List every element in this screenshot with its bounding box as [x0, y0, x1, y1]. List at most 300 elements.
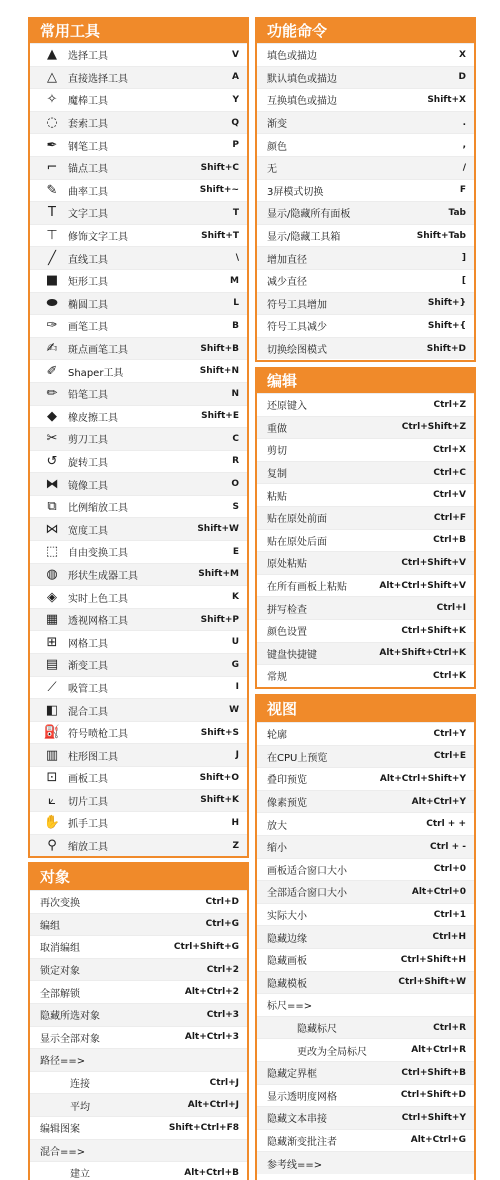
objects-row — [30, 935, 247, 958]
view-row-label: 在CPU上预览 — [267, 752, 328, 764]
edit-row-label: 重做 — [267, 423, 287, 435]
functions-row — [257, 224, 474, 247]
functions-row — [257, 337, 474, 360]
view-row-shortcut: Ctrl+E — [433, 751, 466, 762]
tools-tool-icon: ╱ — [48, 250, 56, 266]
functions-row-shortcut: D — [458, 72, 466, 83]
tools-row — [30, 834, 247, 857]
view-row-label: 画板适合窗口大小 — [267, 865, 347, 877]
functions-row-shortcut: / — [462, 162, 466, 173]
view-row-label: 像素预览 — [267, 798, 307, 810]
tools-tool-icon: ⊤ — [46, 228, 58, 244]
tools-row-label: 钢笔工具 — [68, 141, 108, 153]
tools-row-shortcut: M — [230, 275, 239, 286]
view-row-shortcut: Ctrl+Shift+Y — [401, 1112, 466, 1123]
tools-row — [30, 721, 247, 744]
tools-row-label: 透视网格工具 — [68, 616, 128, 628]
tools-tool-icon: ✍ — [46, 341, 58, 357]
tools-row — [30, 179, 247, 202]
functions-row — [257, 156, 474, 179]
edit-row — [257, 506, 474, 529]
objects-row — [30, 1161, 247, 1180]
tools-row-shortcut: O — [231, 479, 239, 490]
functions-row — [257, 88, 474, 111]
tools-row-label: 斑点画笔工具 — [68, 345, 128, 357]
edit-row-label: 原处粘贴 — [267, 559, 307, 571]
functions-panel-title: 功能命令 — [257, 19, 474, 43]
functions-row-shortcut: Shift+D — [426, 343, 466, 354]
edit-row-label: 颜色设置 — [267, 627, 307, 639]
edit-row-label: 剪切 — [267, 446, 287, 458]
tools-row-label: Shaper工具 — [68, 367, 124, 379]
view-row-shortcut: Alt+Ctrl+R — [411, 1045, 466, 1056]
tools-tool-icon: ⬬ — [46, 295, 58, 311]
tools-row — [30, 111, 247, 134]
tools-row — [30, 472, 247, 495]
view-row — [257, 880, 474, 903]
functions-row — [257, 43, 474, 66]
tools-row-shortcut: P — [232, 140, 239, 151]
tools-row — [30, 382, 247, 405]
tools-row-label: 渐变工具 — [68, 661, 108, 673]
tools-tool-icon: ⟀ — [48, 792, 56, 808]
edit-row-shortcut: Ctrl+I — [436, 603, 466, 614]
functions-row-shortcut: Shift+{ — [427, 320, 466, 331]
tools-row-label: 形状生成器工具 — [68, 570, 138, 582]
functions-row-label: 无 — [267, 164, 277, 176]
view-list — [257, 722, 474, 1174]
objects-row-label: 平均 — [70, 1101, 90, 1113]
view-row — [257, 1061, 474, 1084]
functions-row-label: 默认填色或描边 — [267, 73, 337, 85]
objects-row-shortcut: Shift+Ctrl+F8 — [168, 1122, 239, 1133]
view-row — [257, 1016, 474, 1039]
objects-row-shortcut: Ctrl+2 — [206, 964, 239, 975]
tools-row-shortcut: I — [235, 682, 239, 693]
tools-row-shortcut: T — [232, 207, 239, 218]
view-row-label: 参考线==> — [267, 1159, 323, 1171]
tools-tool-icon: ◧ — [45, 702, 59, 718]
tools-row-label: 魔棒工具 — [68, 96, 108, 108]
tools-tool-icon: ✐ — [46, 363, 58, 379]
tools-row-shortcut: W — [229, 705, 239, 716]
tools-row-label: 旋转工具 — [68, 457, 108, 469]
tools-row — [30, 630, 247, 653]
tools-row — [30, 246, 247, 269]
view-row-label: 放大 — [267, 820, 287, 832]
functions-row — [257, 66, 474, 89]
functions-row-shortcut: , — [462, 140, 466, 151]
view-panel — [255, 694, 476, 1180]
tools-row-label: 橡皮擦工具 — [68, 412, 118, 424]
tools-row — [30, 698, 247, 721]
view-row-label: 缩小 — [267, 843, 287, 855]
tools-row-label: 自由变换工具 — [68, 548, 128, 560]
tools-row-shortcut: Shift+T — [201, 230, 239, 241]
tools-row-label: 锚点工具 — [68, 164, 108, 176]
tools-tool-icon: ⌐ — [46, 160, 58, 176]
view-row-shortcut: Ctrl+R — [433, 1022, 466, 1033]
view-row-shortcut: Ctrl+0 — [433, 864, 466, 875]
objects-panel — [28, 862, 249, 1180]
objects-row — [30, 913, 247, 936]
view-row-shortcut: Ctrl+1 — [433, 909, 466, 920]
tools-row-label: 网格工具 — [68, 638, 108, 650]
functions-list — [257, 43, 474, 359]
functions-row — [257, 201, 474, 224]
edit-panel — [255, 367, 476, 689]
tools-row-label: 宽度工具 — [68, 525, 108, 537]
view-row-label: 隐藏定界框 — [267, 1069, 317, 1081]
tools-row — [30, 789, 247, 812]
view-row-shortcut: Ctrl+Y — [433, 728, 466, 739]
view-row-label: 全部适合窗口大小 — [267, 888, 347, 900]
edit-row-label: 贴在原处后面 — [267, 536, 327, 548]
tools-row — [30, 201, 247, 224]
edit-row-label: 在所有画板上粘贴 — [267, 582, 347, 594]
edit-row-shortcut: Ctrl+B — [433, 535, 466, 546]
tools-row-label: 直线工具 — [68, 254, 108, 266]
objects-panel-title: 对象 — [30, 864, 247, 890]
tools-row-shortcut: K — [232, 592, 239, 603]
edit-row-shortcut: Ctrl+F — [433, 512, 466, 523]
view-row-shortcut: Ctrl+Shift+B — [401, 1067, 466, 1078]
view-row-shortcut: Ctrl+Shift+D — [400, 1090, 466, 1101]
tools-tool-icon: ✏ — [46, 386, 58, 402]
view-row-label: 显示透明度网格 — [267, 1091, 337, 1103]
tools-list — [30, 43, 247, 856]
tools-tool-icon: ◈ — [47, 589, 57, 605]
view-row — [257, 1151, 474, 1174]
functions-panel — [255, 17, 476, 362]
tools-row-shortcut: Shift+M — [198, 569, 239, 580]
edit-row-label: 复制 — [267, 469, 287, 481]
objects-row — [30, 1093, 247, 1116]
tools-row-shortcut: U — [231, 637, 239, 648]
tools-row-shortcut: Q — [231, 117, 239, 128]
tools-row — [30, 517, 247, 540]
view-row — [257, 745, 474, 768]
tools-row-shortcut: Shift+N — [199, 366, 239, 377]
tools-tool-icon: ✋ — [43, 815, 61, 831]
tools-row — [30, 405, 247, 428]
objects-row — [30, 1003, 247, 1026]
tools-row-shortcut: Z — [232, 840, 239, 851]
tools-tool-icon: ◌ — [46, 115, 58, 131]
view-row — [257, 858, 474, 881]
tools-tool-icon: ⧓ — [45, 476, 59, 492]
view-row — [257, 903, 474, 926]
tools-tool-icon: ✑ — [46, 318, 58, 334]
tools-row-label: 曲率工具 — [68, 186, 108, 198]
objects-row-label: 编组 — [40, 920, 60, 932]
tools-row — [30, 133, 247, 156]
view-row-label: 实际大小 — [267, 911, 307, 923]
edit-row — [257, 596, 474, 619]
functions-row-label: 切换绘图模式 — [267, 345, 327, 357]
tools-tool-icon: ⋈ — [45, 521, 59, 537]
view-row-shortcut: Alt+Ctrl+G — [410, 1135, 466, 1146]
view-row-shortcut: Ctrl+H — [432, 932, 466, 943]
tools-tool-icon: ⧉ — [47, 499, 57, 515]
tools-row — [30, 608, 247, 631]
view-row-label: 标尺==> — [267, 1001, 313, 1013]
edit-row — [257, 483, 474, 506]
tools-row-shortcut: G — [231, 659, 239, 670]
tools-tool-icon: ◆ — [47, 408, 57, 424]
edit-row-shortcut: Ctrl+Shift+V — [401, 557, 466, 568]
objects-row-shortcut: Alt+Ctrl+3 — [184, 1032, 239, 1043]
tools-row-shortcut: R — [232, 456, 239, 467]
objects-row — [30, 890, 247, 913]
tools-row — [30, 450, 247, 473]
functions-row — [257, 133, 474, 156]
tools-row-label: 混合工具 — [68, 706, 108, 718]
tools-row-shortcut: H — [231, 817, 239, 828]
functions-row — [257, 292, 474, 315]
tools-tool-icon: ▦ — [45, 612, 59, 628]
tools-tool-icon: ■ — [45, 273, 59, 289]
tools-row-label: 矩形工具 — [68, 277, 108, 289]
functions-row-shortcut: Shift+X — [427, 94, 466, 105]
objects-row-shortcut: Alt+Ctrl+B — [184, 1167, 239, 1178]
tools-row — [30, 88, 247, 111]
tools-tool-icon: ▲ — [47, 47, 57, 63]
tools-tool-icon: ▥ — [45, 747, 59, 763]
edit-row-shortcut: Ctrl+V — [433, 490, 466, 501]
edit-row-label: 拼写检查 — [267, 604, 307, 616]
tools-row-shortcut: N — [231, 388, 239, 399]
view-row-label: 叠印预览 — [267, 775, 307, 787]
functions-row — [257, 314, 474, 337]
view-row — [257, 790, 474, 813]
tools-row-shortcut: Shift+~ — [199, 185, 239, 196]
functions-row — [257, 246, 474, 269]
view-row-shortcut: Ctrl+Shift+H — [400, 954, 466, 965]
tools-tool-icon: ⊞ — [46, 634, 58, 650]
tools-row-shortcut: Shift+K — [200, 795, 239, 806]
objects-row-label: 锁定对象 — [40, 966, 80, 978]
tools-row — [30, 269, 247, 292]
view-row-shortcut: Ctrl+Shift+W — [398, 977, 466, 988]
tools-row-label: 比例缩放工具 — [68, 503, 128, 515]
edit-row — [257, 551, 474, 574]
edit-row-shortcut: Ctrl+Z — [433, 399, 466, 410]
functions-row-label: 互换填色或描边 — [267, 96, 337, 108]
functions-row-label: 符号工具增加 — [267, 299, 327, 311]
tools-row — [30, 563, 247, 586]
tools-tool-icon: ✧ — [46, 92, 58, 108]
objects-row-label: 显示全部对象 — [40, 1033, 100, 1045]
view-row-label: 隐藏文本串接 — [267, 1114, 327, 1126]
tools-row — [30, 224, 247, 247]
tools-tool-icon: ▤ — [45, 657, 59, 673]
view-row-shortcut: Alt+Ctrl+Shift+Y — [379, 773, 466, 784]
view-row — [257, 925, 474, 948]
tools-row-label: 实时上色工具 — [68, 593, 128, 605]
tools-row-label: 切片工具 — [68, 796, 108, 808]
tools-panel-title: 常用工具 — [30, 19, 247, 43]
tools-row-shortcut: Y — [232, 94, 239, 105]
functions-row-shortcut: Shift+Tab — [416, 230, 466, 241]
objects-row-label: 取消编组 — [40, 943, 80, 955]
objects-row — [30, 1026, 247, 1049]
functions-row-label: 符号工具减少 — [267, 322, 327, 334]
tools-tool-icon: ⊡ — [46, 770, 58, 786]
tools-row-label: 剪刀工具 — [68, 435, 108, 447]
objects-row-shortcut: Ctrl+D — [205, 896, 239, 907]
tools-row — [30, 743, 247, 766]
functions-row-label: 增加直径 — [267, 254, 307, 266]
functions-row-label: 3屏模式切换 — [267, 186, 324, 198]
edit-row — [257, 529, 474, 552]
tools-row-shortcut: E — [232, 546, 239, 557]
view-row-label: 隐藏模板 — [267, 978, 307, 990]
view-row-label: 隐藏标尺 — [297, 1024, 337, 1036]
functions-row — [257, 179, 474, 202]
functions-row — [257, 111, 474, 134]
edit-row-shortcut: Ctrl+C — [433, 467, 466, 478]
tools-row-shortcut: B — [232, 320, 239, 331]
view-row — [257, 993, 474, 1016]
tools-row-label: 修饰文字工具 — [68, 232, 128, 244]
functions-row-shortcut: [ — [461, 275, 466, 286]
view-row-shortcut: Ctrl + + — [426, 819, 466, 830]
tools-row-label: 套索工具 — [68, 119, 108, 131]
edit-row-label: 还原键入 — [267, 401, 307, 413]
objects-row-label: 再次变换 — [40, 898, 80, 910]
tools-row-shortcut: Shift+W — [197, 524, 239, 535]
tools-row-shortcut: V — [232, 49, 239, 60]
functions-row-shortcut: F — [459, 185, 466, 196]
tools-row-shortcut: C — [232, 433, 239, 444]
objects-row-shortcut: Ctrl+J — [209, 1077, 239, 1088]
tools-tool-icon: ⟋ — [47, 679, 57, 695]
tools-row-label: 椭圆工具 — [68, 299, 108, 311]
tools-row-label: 直接选择工具 — [68, 73, 128, 85]
view-panel-title: 视图 — [257, 696, 474, 722]
tools-tool-icon: ↺ — [46, 453, 58, 469]
view-row-shortcut: Ctrl + - — [430, 841, 466, 852]
edit-row — [257, 461, 474, 484]
functions-row-label: 显示/隐藏所有面板 — [267, 209, 351, 221]
tools-row-label: 文字工具 — [68, 209, 108, 221]
edit-row-label: 键盘快捷键 — [267, 649, 317, 661]
view-row — [257, 1106, 474, 1129]
tools-row — [30, 653, 247, 676]
view-row-label: 轮廓 — [267, 730, 287, 742]
edit-row — [257, 574, 474, 597]
view-row-label: 更改为全局标尺 — [297, 1046, 367, 1058]
tools-tool-icon: ✒ — [46, 137, 58, 153]
functions-row-label: 显示/隐藏工具箱 — [267, 232, 341, 244]
tools-row-shortcut: Shift+B — [200, 343, 239, 354]
functions-row-shortcut: ] — [461, 253, 466, 264]
edit-row-shortcut: Ctrl+X — [433, 444, 466, 455]
tools-row-label: 铅笔工具 — [68, 390, 108, 402]
objects-list — [30, 890, 247, 1180]
view-row — [257, 835, 474, 858]
view-row — [257, 722, 474, 745]
functions-row-shortcut: Tab — [448, 207, 466, 218]
tools-tool-icon: T — [48, 205, 56, 221]
objects-row-shortcut: Alt+Ctrl+J — [187, 1100, 239, 1111]
view-row — [257, 971, 474, 994]
objects-row-label: 全部解锁 — [40, 988, 80, 1000]
view-row-shortcut: Alt+Ctrl+0 — [411, 886, 466, 897]
tools-tool-icon: ◍ — [46, 566, 58, 582]
tools-panel — [28, 17, 249, 858]
tools-row-label: 抓手工具 — [68, 819, 108, 831]
functions-row-shortcut: X — [459, 49, 466, 60]
edit-row — [257, 438, 474, 461]
objects-row — [30, 1116, 247, 1139]
tools-row-shortcut: Shift+O — [199, 772, 239, 783]
tools-row — [30, 359, 247, 382]
functions-row-label: 颜色 — [267, 141, 287, 153]
tools-row — [30, 66, 247, 89]
tools-row — [30, 540, 247, 563]
view-row — [257, 948, 474, 971]
edit-row — [257, 619, 474, 642]
objects-row-shortcut: Ctrl+Shift+G — [173, 941, 239, 952]
objects-row-shortcut: Ctrl+G — [205, 919, 239, 930]
tools-tool-icon: ✎ — [46, 182, 58, 198]
tools-row-shortcut: L — [233, 298, 239, 309]
objects-row — [30, 1071, 247, 1094]
tools-row — [30, 427, 247, 450]
edit-row-shortcut: Ctrl+Shift+K — [401, 625, 466, 636]
tools-tool-icon: △ — [47, 69, 57, 85]
tools-row-shortcut: A — [232, 72, 239, 83]
tools-row — [30, 585, 247, 608]
edit-row-shortcut: Ctrl+K — [433, 670, 466, 681]
tools-row-label: 选择工具 — [68, 51, 108, 63]
view-row — [257, 1129, 474, 1152]
tools-row — [30, 676, 247, 699]
tools-row-label: 柱形图工具 — [68, 751, 118, 763]
tools-row-label: 画笔工具 — [68, 322, 108, 334]
tools-row-label: 吸管工具 — [68, 683, 108, 695]
tools-row-label: 缩放工具 — [68, 842, 108, 854]
tools-row-label: 画板工具 — [68, 774, 108, 786]
objects-row-label: 混合==> — [40, 1146, 86, 1158]
edit-row-shortcut: Alt+Ctrl+Shift+V — [379, 580, 466, 591]
edit-row — [257, 416, 474, 439]
tools-row — [30, 337, 247, 360]
edit-panel-title: 编辑 — [257, 369, 474, 393]
tools-row — [30, 43, 247, 66]
objects-row — [30, 1048, 247, 1071]
objects-row-label: 编辑图案 — [40, 1124, 80, 1136]
objects-row-label: 隐藏所选对象 — [40, 1011, 100, 1023]
tools-row — [30, 314, 247, 337]
tools-row-shortcut: \ — [235, 253, 239, 264]
functions-row-shortcut: Shift+} — [427, 298, 466, 309]
edit-row-shortcut: Ctrl+Shift+Z — [401, 422, 466, 433]
functions-row-label: 减少直径 — [267, 277, 307, 289]
edit-row-shortcut: Alt+Shift+Ctrl+K — [379, 648, 466, 659]
functions-row-label: 渐变 — [267, 119, 287, 131]
edit-row-label: 常规 — [267, 672, 287, 684]
edit-row — [257, 664, 474, 687]
functions-row-label: 填色或描边 — [267, 51, 317, 63]
tools-tool-icon: ⛽ — [43, 725, 61, 741]
tools-row — [30, 811, 247, 834]
view-row-label: 隐藏边缘 — [267, 933, 307, 945]
tools-row — [30, 766, 247, 789]
view-row — [257, 767, 474, 790]
